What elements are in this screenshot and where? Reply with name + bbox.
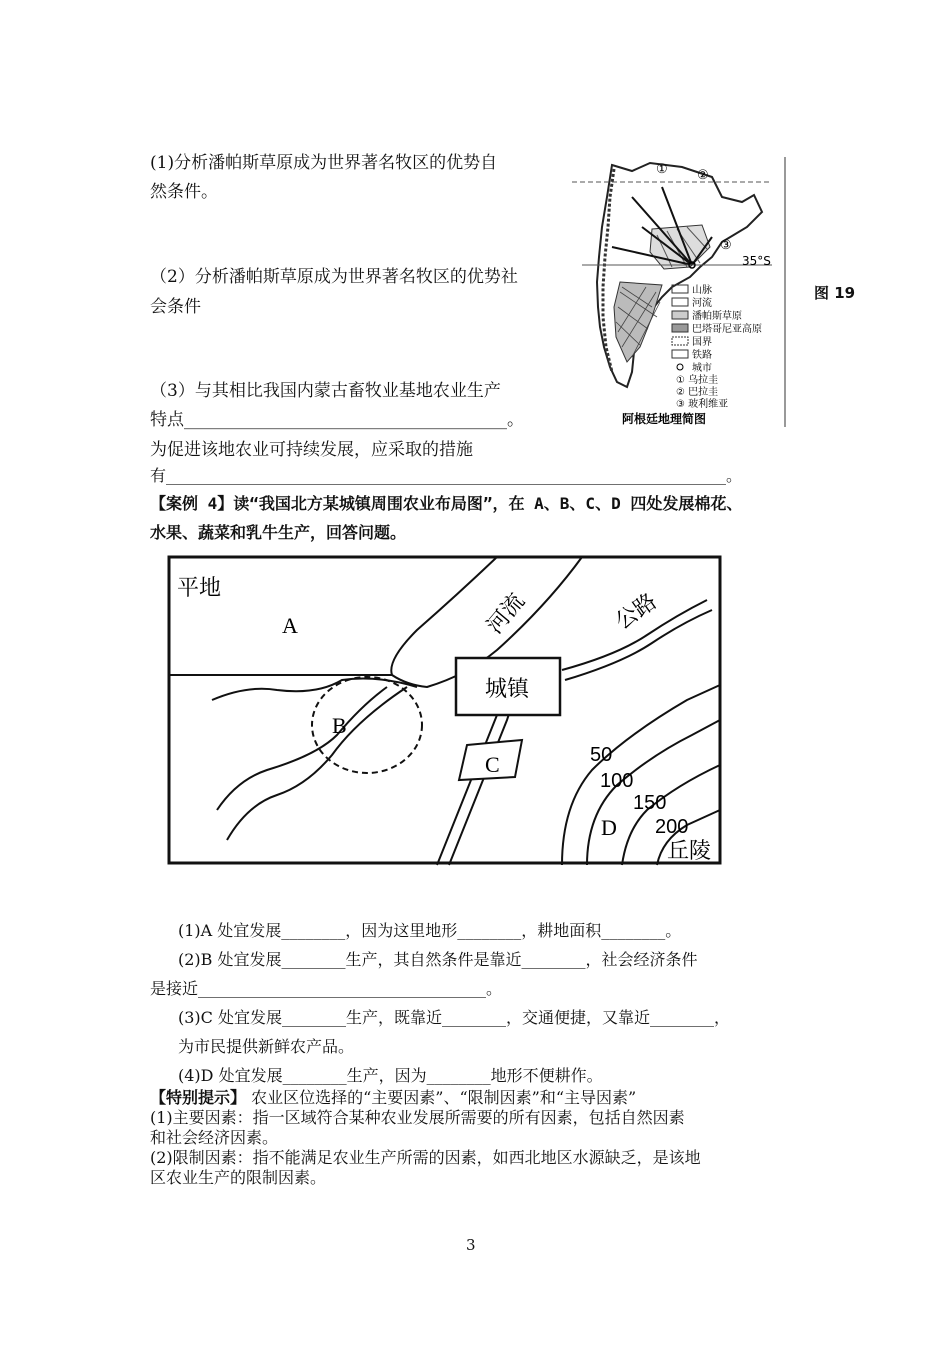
case3-q3-line1: （3）与其相比我国内蒙古畜牧业基地农业生产 — [150, 381, 501, 401]
tip-p1-line2: 和社会经济因素。 — [150, 1128, 279, 1147]
case3-q2-line1: （2）分析潘帕斯草原成为世界著名牧区的优势社 — [150, 267, 518, 287]
case3-q1-line2: 然条件。 — [150, 182, 218, 202]
case3-q2-line2: 会条件 — [150, 297, 201, 317]
label-a: A — [282, 613, 298, 638]
legend-bolivia: ③ 玻利维亚 — [676, 399, 729, 410]
legend-patagonia: 巴塔哥尼亚高原 — [692, 324, 762, 335]
contour-100: 100 — [600, 770, 634, 792]
figure-label: 图 19 — [814, 284, 856, 302]
question-4: (4)D 处宜发展________生产，因为________地形不便耕作。 — [178, 1066, 603, 1085]
case4-heading-line2: 水果、蔬菜和乳牛生产，回答问题。 — [150, 523, 407, 542]
argentina-map — [572, 157, 787, 427]
case3-q3-line2: 特点______________________________________。 — [150, 410, 524, 430]
contour-200: 200 — [655, 816, 689, 838]
legend-city: 城市 — [692, 363, 712, 374]
legend-railway: 铁路 — [692, 350, 712, 361]
argentina-map-graphic — [572, 157, 787, 427]
farm-layout-graphic — [167, 555, 722, 867]
label-d: D — [601, 815, 617, 840]
label-b: B — [332, 713, 347, 738]
question-2-line2: 是接近____________________________________。 — [150, 979, 503, 998]
map-marker-2: ② — [697, 168, 709, 183]
case3-q1-line1: (1)分析潘帕斯草原成为世界著名牧区的优势自 — [150, 153, 498, 173]
map-title: 阿根廷地理简图 — [622, 412, 707, 426]
question-2-line1: (2)B 处宜发展________生产，其自然条件是靠近________，社会经济条件 — [178, 950, 698, 969]
legend-paraguay: ② 巴拉圭 — [676, 387, 719, 398]
legend-mountain: 山脉 — [692, 285, 712, 296]
tip-p1-line1: (1)主要因素：指一区域符合某种农业发展所需要的所有因素，包括自然因素 — [150, 1108, 685, 1127]
case4-heading-line1: 【案例 4】读“我国北方某城镇周围农业布局图”，在 A、B、C、D 四处发展棉花、 — [150, 494, 743, 513]
farm-layout-diagram — [167, 555, 722, 867]
label-town: 城镇 — [485, 676, 530, 701]
case3-q3-line4: 有______________________________________________________________________。 — [150, 466, 742, 485]
question-3-line1: (3)C 处宜发展________生产，既靠近________，交通便捷，又靠近________， — [178, 1008, 730, 1027]
case3-q3-line3: 为促进该地农业可持续发展，应采取的措施 — [150, 440, 473, 460]
tip-title: 【特别提示】 — [150, 1088, 247, 1107]
label-c: C — [485, 752, 500, 777]
question-3-line2: 为市民提供新鲜农产品。 — [178, 1037, 355, 1056]
tip-p2-line1: (2)限制因素：指不能满足农业生产所需的因素，如西北地区水源缺乏，是该地 — [150, 1148, 701, 1167]
legend-river: 河流 — [692, 298, 712, 309]
tip-intro: 农业区位选择的“主要因素”、“限制因素”和“主导因素” — [251, 1088, 637, 1107]
question-1: (1)A 处宜发展________，因为这里地形________，耕地面积________。 — [178, 921, 682, 940]
page-number: 3 — [466, 1236, 476, 1254]
contour-150: 150 — [633, 792, 667, 814]
label-river: 河流 — [481, 588, 530, 639]
label-plain: 平地 — [177, 575, 222, 600]
map-marker-1: ③ — [720, 238, 732, 253]
map-marker-3: ① — [656, 162, 668, 177]
tip-p2-line2: 区农业生产的限制因素。 — [150, 1168, 327, 1187]
label-hills: 丘陵 — [667, 838, 712, 863]
legend-uruguay: ① 乌拉圭 — [676, 375, 719, 386]
legend-pampas: 潘帕斯草原 — [692, 311, 742, 322]
legend-border: 国界 — [692, 337, 712, 348]
map-latitude: 35°S — [742, 254, 771, 268]
contour-50: 50 — [590, 744, 613, 766]
label-road: 公路 — [610, 588, 661, 635]
